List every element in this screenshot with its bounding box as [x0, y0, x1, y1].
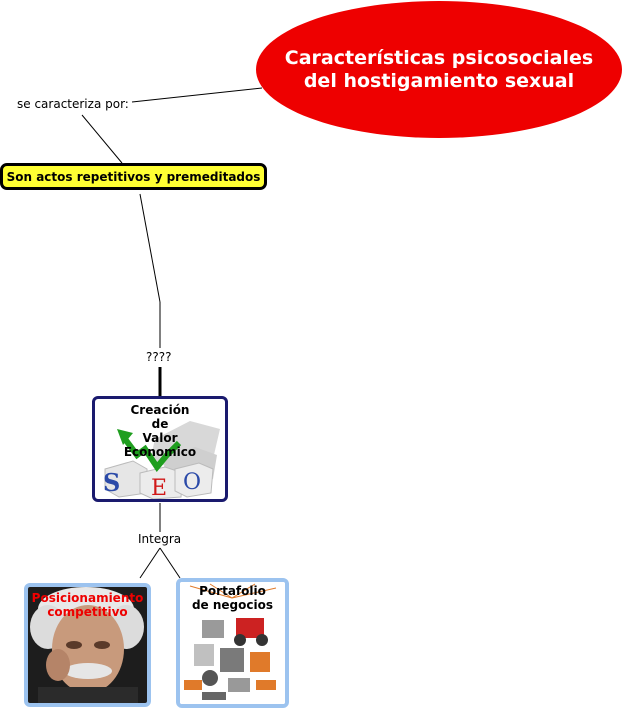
- concept-node-portafolio[interactable]: [176, 578, 289, 708]
- root-concept-ellipse[interactable]: [256, 1, 622, 138]
- link-label-unknown: ????: [146, 350, 172, 364]
- concept-node-repetitivos[interactable]: [0, 163, 267, 190]
- portafolio-title: [180, 584, 285, 612]
- root-concept-line1: Características psicosociales: [284, 46, 594, 69]
- link-label-se-caracteriza: se caracteriza por:: [17, 97, 129, 111]
- concept-node-creacion-title: [95, 403, 225, 459]
- creacion-line3: Valor: [142, 431, 178, 445]
- posicionamiento-line2: competitivo: [47, 605, 128, 619]
- posicionamiento-line1: Posicionamiento: [31, 591, 144, 605]
- creacion-line2: de: [151, 417, 169, 431]
- creacion-line1: Creación: [130, 403, 190, 417]
- root-concept-line2: del hostigamiento sexual: [303, 69, 575, 92]
- seo-letter-s: S: [103, 468, 121, 497]
- posicionamiento-title: [28, 591, 147, 619]
- seo-letter-e: E: [151, 476, 168, 499]
- portafolio-line1: Portafolio: [199, 584, 266, 598]
- creacion-line4: Economico: [123, 445, 197, 459]
- concept-node-repetitivos-label: Son actos repetitivos y premeditados: [6, 169, 261, 184]
- seo-letter-o: O: [183, 470, 202, 495]
- link-label-integra: Integra: [138, 532, 182, 546]
- concept-node-posicionamiento[interactable]: [24, 583, 151, 707]
- portafolio-line2: de negocios: [191, 598, 274, 612]
- concept-node-creacion[interactable]: [92, 396, 228, 502]
